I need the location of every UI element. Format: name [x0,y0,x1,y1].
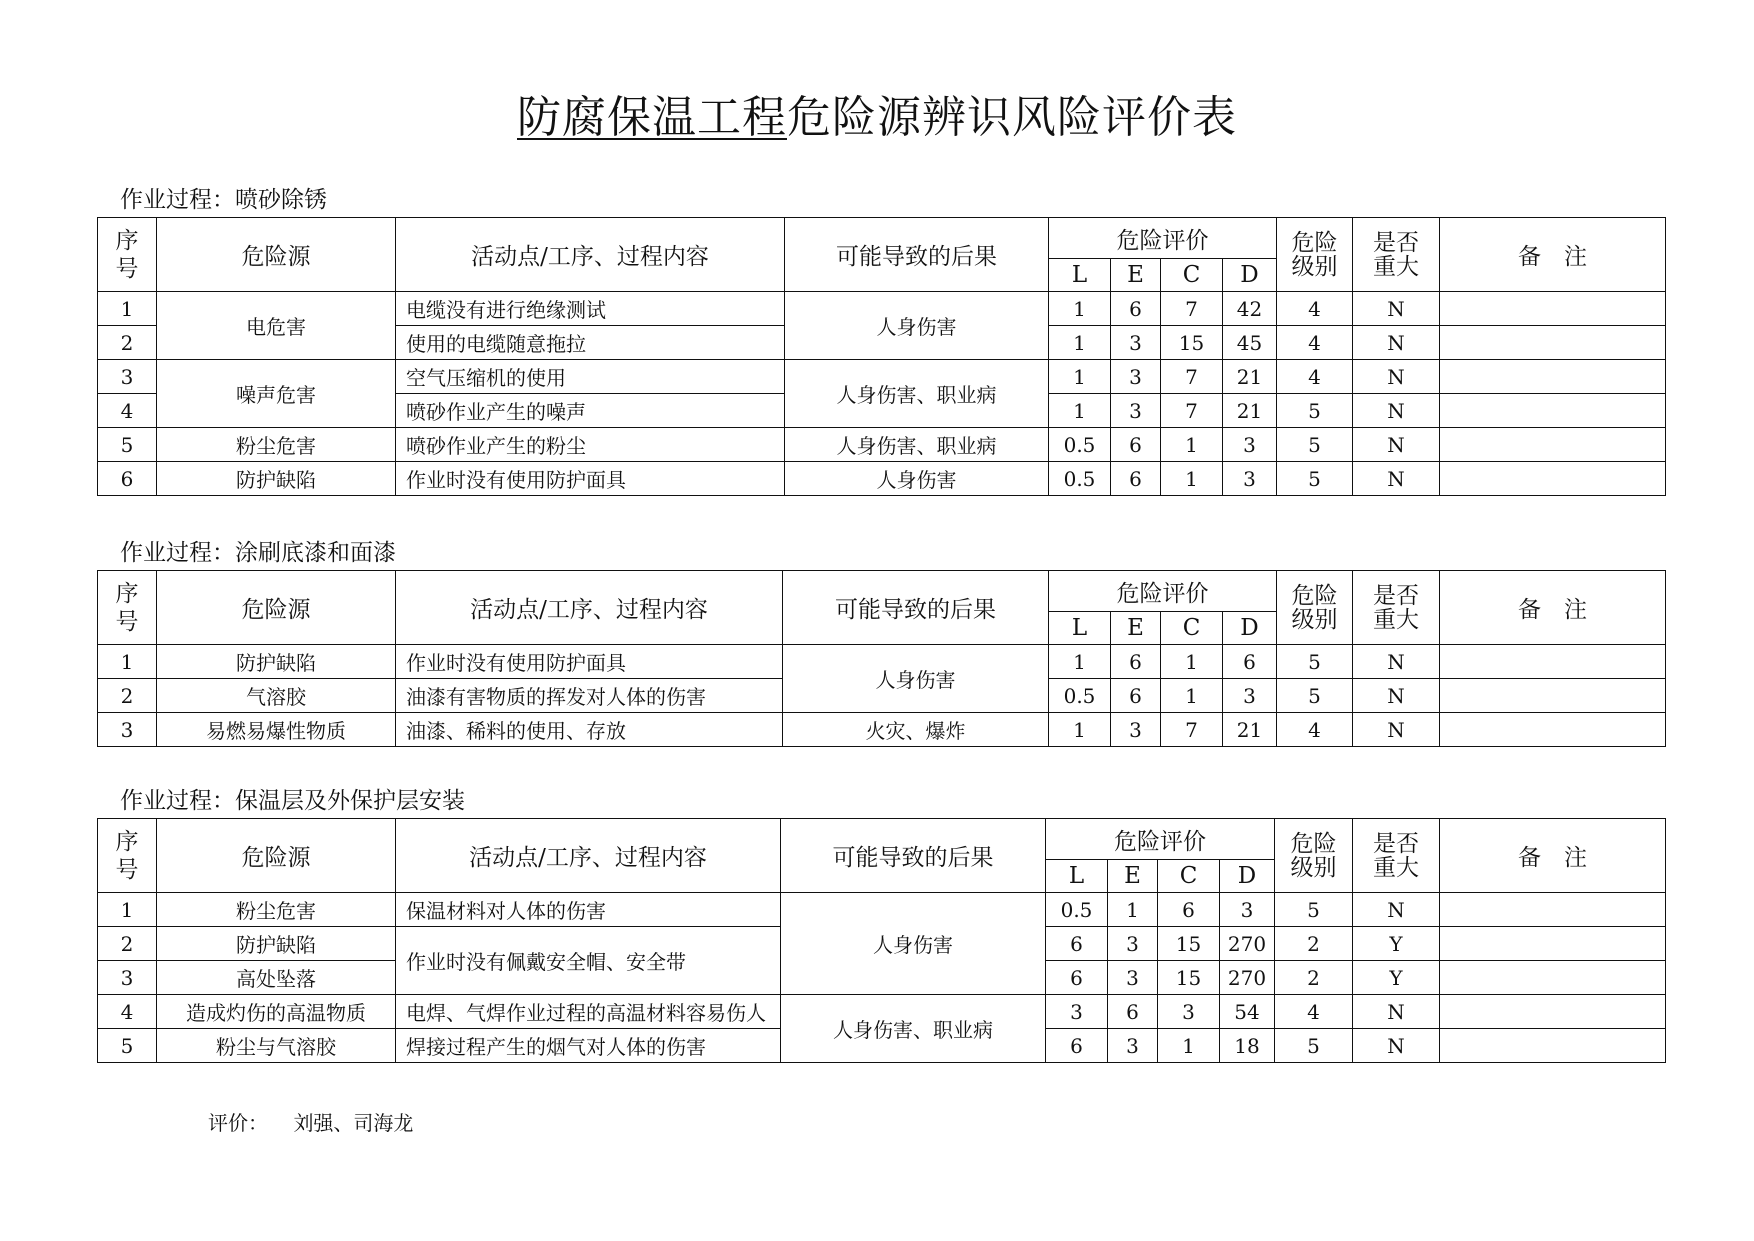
page-title-underlined: 防腐保温工程 [517,92,787,143]
header-major: 是否 重大 [1353,571,1440,645]
cell-major: N [1353,1029,1440,1063]
table-row [98,462,1666,496]
cell-seq: 5 [98,1029,157,1063]
header-evaluation: 危险评价 [1049,571,1277,612]
header-seq: 序 号 [98,571,157,645]
cell-hazard: 防护缺陷 [157,927,396,961]
cell-D: 6 [1223,645,1277,679]
cell-seq: 1 [98,292,157,326]
header-remark: 备 注 [1440,819,1666,893]
cell-activity: 焊接过程产生的烟气对人体的伤害 [396,1029,781,1063]
cell-major: N [1353,679,1440,713]
cell-remark [1440,394,1666,428]
cell-L: 1 [1049,360,1111,394]
cell-E: 6 [1111,462,1161,496]
header-consequence: 可能导致的后果 [785,218,1049,292]
cell-level: 4 [1277,360,1353,394]
cell-seq: 4 [98,394,157,428]
cell-E: 3 [1111,360,1161,394]
cell-C: 1 [1161,645,1223,679]
cell-L: 1 [1049,292,1111,326]
cell-C: 1 [1161,679,1223,713]
section-1-process-label: 作业过程：喷砂除锈 [120,187,327,213]
cell-major: N [1353,360,1440,394]
cell-C: 15 [1161,326,1223,360]
cell-remark [1440,927,1666,961]
cell-hazard: 造成灼伤的高温物质 [157,995,396,1029]
header-D: D [1223,612,1277,645]
cell-D: 18 [1220,1029,1275,1063]
section-1-risk-table [97,217,1666,496]
table-row [98,995,1666,1029]
header-D: D [1223,259,1277,292]
cell-L: 0.5 [1049,428,1111,462]
cell-level: 4 [1275,995,1353,1029]
cell-remark [1440,995,1666,1029]
cell-E: 3 [1111,394,1161,428]
header-seq: 序 号 [98,218,157,292]
cell-level: 5 [1275,1029,1353,1063]
header-evaluation: 危险评价 [1046,819,1275,860]
header-activity: 活动点/工序、过程内容 [396,218,785,292]
cell-hazard: 高处坠落 [157,961,396,995]
cell-level: 4 [1277,292,1353,326]
header-E: E [1111,612,1161,645]
cell-activity: 油漆、稀料的使用、存放 [396,713,783,747]
cell-level: 2 [1275,927,1353,961]
cell-D: 54 [1220,995,1275,1029]
cell-C: 7 [1161,394,1223,428]
cell-C: 1 [1161,462,1223,496]
cell-remark [1440,645,1666,679]
header-L: L [1049,612,1111,645]
cell-level: 4 [1277,713,1353,747]
cell-E: 6 [1111,679,1161,713]
cell-major: N [1353,995,1440,1029]
cell-remark [1440,713,1666,747]
cell-hazard: 防护缺陷 [157,645,396,679]
cell-activity: 作业时没有佩戴安全帽、安全带 [396,927,781,995]
header-consequence: 可能导致的后果 [781,819,1046,893]
cell-consequence: 火灾、爆炸 [783,713,1049,747]
cell-C: 6 [1158,893,1220,927]
cell-D: 3 [1223,679,1277,713]
header-E: E [1111,259,1161,292]
cell-E: 3 [1108,961,1158,995]
cell-seq: 1 [98,893,157,927]
cell-major: N [1353,394,1440,428]
cell-D: 21 [1223,360,1277,394]
cell-major: N [1353,645,1440,679]
cell-hazard: 粉尘危害 [157,428,396,462]
table-row [98,713,1666,747]
cell-remark [1440,360,1666,394]
cell-L: 1 [1049,713,1111,747]
cell-L: 0.5 [1046,893,1108,927]
cell-hazard: 粉尘与气溶胶 [157,1029,396,1063]
cell-hazard: 电危害 [157,292,396,360]
cell-C: 1 [1158,1029,1220,1063]
cell-hazard: 粉尘危害 [157,893,396,927]
cell-C: 15 [1158,961,1220,995]
cell-C: 7 [1161,713,1223,747]
header-seq: 序 号 [98,819,157,893]
cell-D: 45 [1223,326,1277,360]
cell-remark [1440,679,1666,713]
cell-D: 3 [1223,428,1277,462]
cell-level: 5 [1277,394,1353,428]
cell-level: 5 [1275,893,1353,927]
table-row [98,893,1666,927]
cell-E: 3 [1108,1029,1158,1063]
cell-D: 21 [1223,394,1277,428]
cell-seq: 2 [98,679,157,713]
cell-level: 5 [1277,645,1353,679]
cell-E: 6 [1111,292,1161,326]
cell-activity: 空气压缩机的使用 [396,360,785,394]
cell-activity: 保温材料对人体的伤害 [396,893,781,927]
cell-major: N [1353,326,1440,360]
cell-activity: 作业时没有使用防护面具 [396,462,785,496]
cell-level: 4 [1277,326,1353,360]
cell-major: N [1353,462,1440,496]
cell-C: 15 [1158,927,1220,961]
header-L: L [1049,259,1111,292]
cell-L: 6 [1046,927,1108,961]
cell-seq: 1 [98,645,157,679]
cell-activity: 作业时没有使用防护面具 [396,645,783,679]
cell-C: 1 [1161,428,1223,462]
header-hazard: 危险源 [157,218,396,292]
cell-C: 3 [1158,995,1220,1029]
cell-E: 6 [1111,645,1161,679]
evaluator-label: 评价： [208,1111,268,1135]
cell-major: N [1353,292,1440,326]
cell-seq: 2 [98,927,157,961]
section-2-risk-table [97,570,1666,747]
cell-E: 3 [1111,326,1161,360]
header-level: 危险 级别 [1275,819,1353,893]
cell-D: 3 [1223,462,1277,496]
cell-remark [1440,462,1666,496]
cell-consequence: 人身伤害 [785,292,1049,360]
cell-consequence: 人身伤害、职业病 [785,360,1049,428]
cell-remark [1440,961,1666,995]
header-D: D [1220,860,1275,893]
evaluator-footer [208,1107,413,1136]
header-level: 危险 级别 [1277,571,1353,645]
cell-hazard: 易燃易爆性物质 [157,713,396,747]
header-L: L [1046,860,1108,893]
cell-L: 1 [1049,326,1111,360]
header-activity: 活动点/工序、过程内容 [396,571,783,645]
cell-D: 3 [1220,893,1275,927]
cell-activity: 使用的电缆随意拖拉 [396,326,785,360]
cell-level: 5 [1277,679,1353,713]
cell-hazard: 气溶胶 [157,679,396,713]
section-3-risk-table [97,818,1666,1063]
cell-remark [1440,893,1666,927]
cell-D: 42 [1223,292,1277,326]
cell-level: 2 [1275,961,1353,995]
cell-consequence: 人身伤害 [785,462,1049,496]
table-row [98,360,1666,394]
cell-seq: 2 [98,326,157,360]
cell-E: 3 [1111,713,1161,747]
cell-E: 1 [1108,893,1158,927]
header-major: 是否 重大 [1353,819,1440,893]
cell-remark [1440,1029,1666,1063]
section-3-process-label: 作业过程：保温层及外保护层安装 [120,788,465,814]
section-2-process-label: 作业过程：涂刷底漆和面漆 [120,540,396,566]
cell-E: 6 [1111,428,1161,462]
cell-E: 6 [1108,995,1158,1029]
cell-L: 6 [1046,1029,1108,1063]
cell-D: 21 [1223,713,1277,747]
cell-D: 270 [1220,927,1275,961]
cell-activity: 喷砂作业产生的粉尘 [396,428,785,462]
cell-remark [1440,428,1666,462]
header-C: C [1158,860,1220,893]
cell-seq: 3 [98,961,157,995]
cell-seq: 6 [98,462,157,496]
cell-major: N [1353,428,1440,462]
header-E: E [1108,860,1158,893]
cell-activity: 油漆有害物质的挥发对人体的伤害 [396,679,783,713]
cell-hazard: 噪声危害 [157,360,396,428]
header-C: C [1161,612,1223,645]
header-activity: 活动点/工序、过程内容 [396,819,781,893]
cell-L: 0.5 [1049,679,1111,713]
cell-remark [1440,292,1666,326]
header-remark: 备 注 [1440,218,1666,292]
cell-level: 5 [1277,462,1353,496]
cell-L: 0.5 [1049,462,1111,496]
header-evaluation: 危险评价 [1049,218,1277,259]
cell-major: Y [1353,927,1440,961]
page-title [0,88,1754,148]
cell-L: 1 [1049,394,1111,428]
cell-L: 6 [1046,961,1108,995]
cell-L: 1 [1049,645,1111,679]
cell-seq: 4 [98,995,157,1029]
cell-major: Y [1353,961,1440,995]
cell-hazard: 防护缺陷 [157,462,396,496]
cell-consequence: 人身伤害 [781,893,1046,995]
cell-L: 3 [1046,995,1108,1029]
table-row [98,645,1666,679]
cell-consequence: 人身伤害、职业病 [781,995,1046,1063]
header-C: C [1161,259,1223,292]
cell-activity: 喷砂作业产生的噪声 [396,394,785,428]
cell-D: 270 [1220,961,1275,995]
cell-activity: 电焊、气焊作业过程的高温材料容易伤人 [396,995,781,1029]
cell-remark [1440,326,1666,360]
cell-E: 3 [1108,927,1158,961]
evaluator-names: 刘强、司海龙 [293,1111,414,1135]
cell-C: 7 [1161,360,1223,394]
cell-major: N [1353,713,1440,747]
cell-seq: 3 [98,713,157,747]
header-remark: 备 注 [1440,571,1666,645]
cell-activity: 电缆没有进行绝缘测试 [396,292,785,326]
header-level: 危险 级别 [1277,218,1353,292]
cell-level: 5 [1277,428,1353,462]
header-hazard: 危险源 [157,819,396,893]
cell-C: 7 [1161,292,1223,326]
cell-consequence: 人身伤害、职业病 [785,428,1049,462]
cell-major: N [1353,893,1440,927]
header-hazard: 危险源 [157,571,396,645]
header-major: 是否 重大 [1353,218,1440,292]
page-title-rest: 危险源辨识风险评价表 [787,92,1237,143]
table-row [98,292,1666,326]
header-consequence: 可能导致的后果 [783,571,1049,645]
table-row [98,428,1666,462]
cell-consequence: 人身伤害 [783,645,1049,713]
cell-seq: 5 [98,428,157,462]
cell-seq: 3 [98,360,157,394]
